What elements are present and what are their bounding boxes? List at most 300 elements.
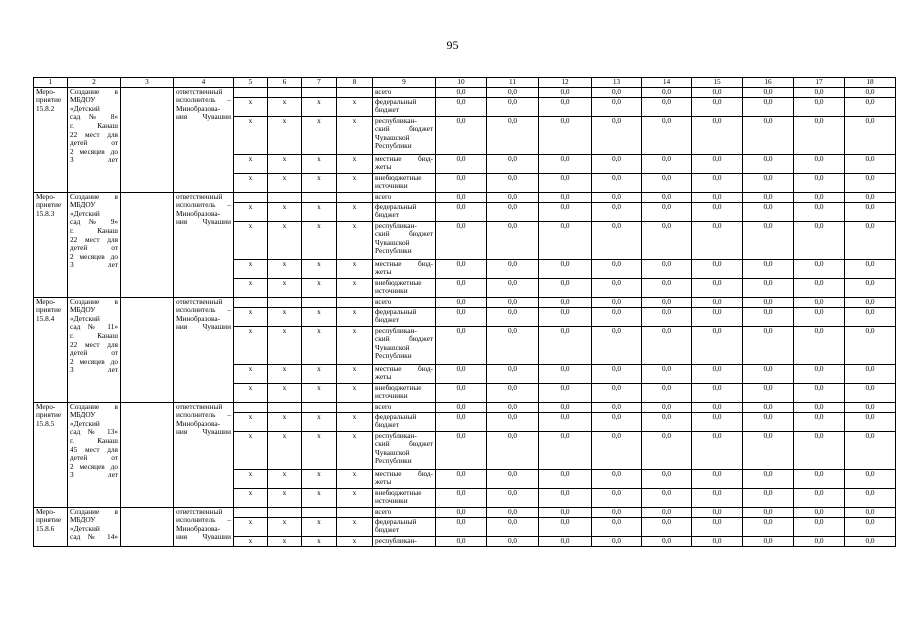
value-cell: 0,0	[845, 431, 896, 469]
value-cell: 0,0	[794, 116, 845, 154]
code-mark-cell: x	[234, 383, 268, 402]
funding-source-line: бюджет	[375, 105, 399, 115]
value-cell: 0,0	[539, 307, 592, 326]
column-number: 1	[34, 78, 68, 88]
value-cell: 0,0	[592, 507, 642, 517]
code-mark-cell	[302, 402, 337, 412]
value-cell: 0,0	[487, 383, 539, 402]
value-cell: 0,0	[487, 307, 539, 326]
value-cell: 0,0	[743, 116, 794, 154]
funding-source-line: федеральный	[375, 97, 417, 106]
value-cell: 0,0	[539, 517, 592, 536]
code-mark-cell: x	[268, 221, 302, 259]
value-cell: 0,0	[642, 87, 692, 97]
value-cell: 0,0	[743, 431, 794, 469]
code-mark-cell: x	[302, 173, 337, 192]
measure-description	[68, 87, 121, 192]
code-mark-cell: x	[337, 221, 373, 259]
code-mark-cell: x	[234, 364, 268, 383]
value-cell: 0,0	[743, 412, 794, 431]
funding-source-line: жеты	[375, 372, 392, 382]
value-cell: 0,0	[692, 202, 743, 221]
value-cell: 0,0	[436, 192, 487, 202]
value-cell: 0,0	[642, 297, 692, 307]
value-cell: 0,0	[487, 536, 539, 546]
code-mark-cell: x	[337, 469, 373, 488]
funding-source	[373, 87, 436, 97]
value-cell: 0,0	[743, 469, 794, 488]
value-cell: 0,0	[692, 412, 743, 431]
measure-code-line: приятие	[36, 95, 62, 105]
value-cell: 0,0	[487, 488, 539, 507]
responsible-line: Минобразова-	[176, 208, 221, 218]
responsible-line: ответственный	[176, 507, 223, 516]
value-cell: 0,0	[592, 412, 642, 431]
value-cell: 0,0	[794, 402, 845, 412]
value-cell: 0,0	[794, 192, 845, 202]
measure-code	[34, 507, 68, 546]
code-mark-cell: x	[234, 469, 268, 488]
code-mark-cell	[234, 297, 268, 307]
value-cell: 0,0	[692, 507, 743, 517]
value-cell: 0,0	[592, 116, 642, 154]
value-cell: 0,0	[436, 297, 487, 307]
responsible-line: ответственный	[176, 192, 223, 201]
code-mark-cell	[302, 192, 337, 202]
funding-source-line: республикан-	[375, 116, 417, 125]
column-3-cell	[121, 87, 174, 192]
code-mark-cell: x	[302, 97, 337, 116]
funding-source-line: республикан-	[375, 221, 417, 230]
value-cell: 0,0	[539, 192, 592, 202]
value-cell: 0,0	[487, 364, 539, 383]
funding-source-line: ский бюджет	[375, 439, 433, 449]
measure-description-line: Создание в	[70, 402, 118, 411]
value-cell: 0,0	[743, 278, 794, 297]
value-cell: 0,0	[692, 326, 743, 364]
value-cell: 0,0	[539, 259, 592, 278]
code-mark-cell: x	[268, 383, 302, 402]
measure-description-line: 2 месяцев до	[70, 146, 118, 156]
value-cell: 0,0	[845, 507, 896, 517]
value-cell: 0,0	[539, 116, 592, 154]
value-cell: 0,0	[743, 192, 794, 202]
funding-source	[373, 536, 436, 546]
responsible-executor	[174, 507, 234, 546]
value-cell: 0,0	[794, 278, 845, 297]
value-cell: 0,0	[539, 173, 592, 192]
funding-source-line: жеты	[375, 162, 392, 172]
measure-description-line: детей от	[70, 453, 118, 463]
value-cell: 0,0	[845, 383, 896, 402]
table-row	[34, 192, 896, 202]
code-mark-cell: x	[337, 536, 373, 546]
table-row	[34, 87, 896, 97]
code-mark-cell: x	[268, 431, 302, 469]
value-cell: 0,0	[592, 259, 642, 278]
value-cell: 0,0	[487, 517, 539, 536]
value-cell: 0,0	[539, 431, 592, 469]
value-cell: 0,0	[592, 469, 642, 488]
funding-source-line: местные бюд-	[375, 469, 433, 478]
value-cell: 0,0	[539, 402, 592, 412]
value-cell: 0,0	[794, 383, 845, 402]
value-cell: 0,0	[743, 87, 794, 97]
responsible-line: ния Чувашии	[176, 217, 231, 227]
value-cell: 0,0	[436, 488, 487, 507]
funding-source	[373, 297, 436, 307]
funding-source	[373, 192, 436, 202]
value-cell: 0,0	[539, 536, 592, 546]
value-cell: 0,0	[487, 97, 539, 116]
value-cell: 0,0	[436, 517, 487, 536]
value-cell: 0,0	[539, 297, 592, 307]
value-cell: 0,0	[642, 173, 692, 192]
value-cell: 0,0	[436, 536, 487, 546]
funding-source	[373, 469, 436, 488]
value-cell: 0,0	[642, 488, 692, 507]
measure-code-line: приятие	[36, 515, 62, 525]
funding-source	[373, 278, 436, 297]
funding-source-line: Республики	[375, 351, 412, 361]
responsible-line: ния Чувашии	[176, 427, 231, 437]
value-cell: 0,0	[743, 364, 794, 383]
measure-description-line: 2 месяцев до	[70, 251, 118, 261]
value-cell: 0,0	[794, 364, 845, 383]
measure-description	[68, 297, 121, 402]
measure-description-line: 22 мест для	[70, 339, 118, 349]
code-mark-cell	[302, 297, 337, 307]
measure-code-line: приятие	[36, 410, 62, 420]
value-cell: 0,0	[692, 297, 743, 307]
value-cell: 0,0	[436, 87, 487, 97]
value-cell: 0,0	[487, 154, 539, 173]
funding-source-line: местные бюд-	[375, 259, 433, 268]
value-cell: 0,0	[539, 383, 592, 402]
code-mark-cell	[234, 87, 268, 97]
column-number: 18	[845, 78, 896, 88]
code-mark-cell: x	[337, 307, 373, 326]
code-mark-cell: x	[234, 202, 268, 221]
value-cell: 0,0	[794, 326, 845, 364]
value-cell: 0,0	[794, 259, 845, 278]
funding-source-line: ский бюджет	[375, 229, 433, 239]
value-cell: 0,0	[692, 221, 743, 259]
value-cell: 0,0	[692, 536, 743, 546]
responsible-line: Минобразова-	[176, 523, 221, 533]
measure-code-line: приятие	[36, 305, 62, 315]
code-mark-cell: x	[302, 431, 337, 469]
responsible-line: исполнитель –	[176, 200, 231, 210]
code-mark-cell: x	[337, 431, 373, 469]
value-cell: 0,0	[436, 221, 487, 259]
value-cell: 0,0	[845, 297, 896, 307]
value-cell: 0,0	[794, 202, 845, 221]
responsible-line: ответственный	[176, 402, 223, 411]
value-cell: 0,0	[794, 87, 845, 97]
value-cell: 0,0	[845, 192, 896, 202]
measure-description-line: г. Канаш	[70, 226, 118, 236]
measure-description-line: детей от	[70, 138, 118, 148]
code-mark-cell: x	[302, 259, 337, 278]
value-cell: 0,0	[642, 202, 692, 221]
value-cell: 0,0	[487, 259, 539, 278]
code-mark-cell	[337, 87, 373, 97]
funding-source-line: Чувашской	[375, 132, 410, 142]
funding-source	[373, 202, 436, 221]
column-number: 16	[743, 78, 794, 88]
value-cell: 0,0	[794, 221, 845, 259]
code-mark-cell	[268, 192, 302, 202]
value-cell: 0,0	[692, 259, 743, 278]
value-cell: 0,0	[539, 488, 592, 507]
value-cell: 0,0	[642, 278, 692, 297]
responsible-line: ния Чувашии	[176, 112, 231, 122]
code-mark-cell: x	[337, 259, 373, 278]
value-cell: 0,0	[592, 307, 642, 326]
code-mark-cell: x	[302, 412, 337, 431]
code-mark-cell: x	[337, 517, 373, 536]
value-cell: 0,0	[743, 517, 794, 536]
header-row	[34, 78, 896, 88]
value-cell: 0,0	[592, 383, 642, 402]
column-number: 14	[642, 78, 692, 88]
code-mark-cell: x	[337, 412, 373, 431]
code-mark-cell: x	[268, 307, 302, 326]
value-cell: 0,0	[794, 488, 845, 507]
value-cell: 0,0	[794, 507, 845, 517]
value-cell: 0,0	[642, 116, 692, 154]
measure-code-line: 15.8.3	[36, 208, 55, 218]
value-cell: 0,0	[487, 173, 539, 192]
value-cell: 0,0	[692, 383, 743, 402]
responsible-line: ния Чувашии	[176, 322, 231, 332]
code-mark-cell: x	[337, 383, 373, 402]
value-cell: 0,0	[592, 192, 642, 202]
column-number: 12	[539, 78, 592, 88]
value-cell: 0,0	[692, 488, 743, 507]
value-cell: 0,0	[845, 221, 896, 259]
value-cell: 0,0	[539, 278, 592, 297]
column-3-cell	[121, 297, 174, 402]
code-mark-cell: x	[302, 221, 337, 259]
funding-source	[373, 507, 436, 517]
code-mark-cell: x	[268, 536, 302, 546]
code-mark-cell	[302, 507, 337, 517]
code-mark-cell: x	[302, 469, 337, 488]
code-mark-cell: x	[337, 326, 373, 364]
value-cell: 0,0	[436, 116, 487, 154]
value-cell: 0,0	[845, 87, 896, 97]
funding-source-line: Республики	[375, 141, 412, 151]
value-cell: 0,0	[436, 412, 487, 431]
value-cell: 0,0	[487, 507, 539, 517]
funding-source	[373, 97, 436, 116]
value-cell: 0,0	[642, 517, 692, 536]
measure-description-line: 2 месяцев до	[70, 461, 118, 471]
value-cell: 0,0	[845, 412, 896, 431]
value-cell: 0,0	[743, 326, 794, 364]
measure-code-line: Меро-	[36, 297, 56, 306]
value-cell: 0,0	[642, 383, 692, 402]
measure-code-line: 15.8.2	[36, 103, 55, 113]
code-mark-cell: x	[337, 488, 373, 507]
funding-source-line: жеты	[375, 267, 392, 277]
funding-source	[373, 364, 436, 383]
value-cell: 0,0	[487, 431, 539, 469]
value-cell: 0,0	[436, 307, 487, 326]
measure-description-line: 3 лет	[70, 260, 118, 270]
value-cell: 0,0	[845, 154, 896, 173]
code-mark-cell: x	[234, 412, 268, 431]
value-cell: 0,0	[436, 278, 487, 297]
value-cell: 0,0	[592, 364, 642, 383]
page-number: 95	[446, 38, 459, 52]
funding-source	[373, 383, 436, 402]
measure-code-line: Меро-	[36, 402, 56, 411]
code-mark-cell: x	[337, 173, 373, 192]
value-cell: 0,0	[692, 116, 743, 154]
measure-description-line: 3 лет	[70, 470, 118, 480]
measure-code	[34, 402, 68, 507]
value-cell: 0,0	[845, 364, 896, 383]
value-cell: 0,0	[592, 517, 642, 536]
funding-source-line: Чувашской	[375, 447, 410, 457]
measure-description-line: «Детский	[70, 313, 100, 323]
code-mark-cell: x	[302, 517, 337, 536]
code-mark-cell	[337, 402, 373, 412]
value-cell: 0,0	[794, 536, 845, 546]
value-cell: 0,0	[642, 154, 692, 173]
code-mark-cell	[268, 402, 302, 412]
value-cell: 0,0	[642, 192, 692, 202]
funding-source-line: бюджет	[375, 525, 399, 535]
measure-code-line: 15.8.4	[36, 313, 55, 323]
value-cell: 0,0	[539, 469, 592, 488]
value-cell: 0,0	[692, 173, 743, 192]
column-number: 3	[121, 78, 174, 88]
code-mark-cell: x	[302, 536, 337, 546]
value-cell: 0,0	[592, 431, 642, 469]
budget-table	[33, 77, 896, 547]
value-cell: 0,0	[794, 431, 845, 469]
measure-description	[68, 192, 121, 297]
value-cell: 0,0	[436, 431, 487, 469]
code-mark-cell: x	[234, 307, 268, 326]
column-number: 6	[268, 78, 302, 88]
code-mark-cell: x	[302, 307, 337, 326]
code-mark-cell: x	[268, 364, 302, 383]
code-mark-cell: x	[268, 202, 302, 221]
value-cell: 0,0	[743, 297, 794, 307]
measure-description-line: 2 месяцев до	[70, 356, 118, 366]
funding-source-line: бюджет	[375, 315, 399, 325]
code-mark-cell: x	[268, 154, 302, 173]
column-number: 5	[234, 78, 268, 88]
value-cell: 0,0	[743, 173, 794, 192]
measure-description-line: «Детский	[70, 523, 100, 533]
value-cell: 0,0	[845, 326, 896, 364]
responsible-line: Минобразова-	[176, 103, 221, 113]
value-cell: 0,0	[845, 97, 896, 116]
value-cell: 0,0	[642, 97, 692, 116]
measure-code-line: Меро-	[36, 87, 56, 96]
funding-source-line: внебюджетные	[375, 173, 422, 182]
measure-code-line: 15.8.5	[36, 418, 55, 428]
funding-source	[373, 221, 436, 259]
value-cell: 0,0	[692, 517, 743, 536]
value-cell: 0,0	[743, 402, 794, 412]
value-cell: 0,0	[642, 507, 692, 517]
measure-description	[68, 402, 121, 507]
code-mark-cell	[234, 402, 268, 412]
code-mark-cell: x	[302, 202, 337, 221]
value-cell: 0,0	[743, 307, 794, 326]
funding-source-line: внебюджетные	[375, 488, 422, 497]
code-mark-cell: x	[234, 488, 268, 507]
measure-description-line: МБДОУ	[70, 515, 96, 525]
value-cell: 0,0	[539, 202, 592, 221]
column-number: 4	[174, 78, 234, 88]
funding-source-line: федеральный	[375, 307, 417, 316]
value-cell: 0,0	[436, 97, 487, 116]
value-cell: 0,0	[642, 536, 692, 546]
value-cell: 0,0	[794, 173, 845, 192]
value-cell: 0,0	[592, 278, 642, 297]
responsible-line: исполнитель –	[176, 95, 231, 105]
measure-description-line: Создание в	[70, 87, 118, 96]
code-mark-cell: x	[268, 116, 302, 154]
value-cell: 0,0	[592, 402, 642, 412]
value-cell: 0,0	[692, 431, 743, 469]
code-mark-cell: x	[268, 259, 302, 278]
value-cell: 0,0	[794, 469, 845, 488]
column-3-cell	[121, 507, 174, 546]
value-cell: 0,0	[743, 259, 794, 278]
responsible-executor	[174, 402, 234, 507]
value-cell: 0,0	[539, 154, 592, 173]
code-mark-cell: x	[268, 326, 302, 364]
value-cell: 0,0	[487, 469, 539, 488]
funding-source-line: внебюджетные	[375, 383, 422, 392]
value-cell: 0,0	[487, 297, 539, 307]
value-cell: 0,0	[436, 173, 487, 192]
value-cell: 0,0	[436, 202, 487, 221]
measure-description-line: 3 лет	[70, 155, 118, 165]
measure-description-line: детей от	[70, 243, 118, 253]
code-mark-cell: x	[234, 154, 268, 173]
measure-description-line: «Детский	[70, 208, 100, 218]
value-cell: 0,0	[743, 97, 794, 116]
code-mark-cell	[302, 87, 337, 97]
value-cell: 0,0	[692, 154, 743, 173]
code-mark-cell: x	[268, 488, 302, 507]
value-cell: 0,0	[539, 507, 592, 517]
column-number: 15	[692, 78, 743, 88]
funding-source	[373, 517, 436, 536]
value-cell: 0,0	[845, 536, 896, 546]
measure-description-line: Создание в	[70, 507, 118, 516]
responsible-line: ния Чувашии	[176, 532, 231, 542]
measure-description	[68, 507, 121, 546]
code-mark-cell: x	[234, 173, 268, 192]
value-cell: 0,0	[642, 259, 692, 278]
value-cell: 0,0	[592, 326, 642, 364]
measure-description-line: МБДОУ	[70, 410, 96, 420]
code-mark-cell: x	[234, 116, 268, 154]
value-cell: 0,0	[436, 507, 487, 517]
funding-source-line: всего	[375, 87, 392, 96]
